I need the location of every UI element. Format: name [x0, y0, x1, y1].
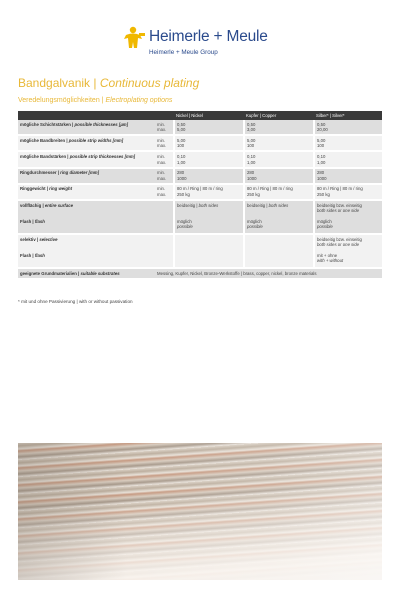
- row-label: vollflächig | entire surface: [18, 201, 155, 217]
- plating-options-table: [18, 111, 382, 278]
- nickel-value: 0,10 1,00: [174, 152, 244, 166]
- copper-value: [244, 251, 314, 267]
- copper-value: 80 m / Ring | 80 m / ring 250 kg: [244, 185, 314, 199]
- min-max-label: min. max.: [155, 169, 174, 183]
- footnote: * mit und ohne Passivierung | with or without passivation: [18, 299, 133, 304]
- empty-cell: [155, 251, 174, 267]
- table-row-flash: [18, 251, 382, 267]
- silver-value: 0,50 20,00: [314, 120, 382, 134]
- company-logo: [121, 24, 301, 64]
- empty-cell: [155, 217, 174, 233]
- table-row: [18, 120, 382, 134]
- materials-value: Messing, Kupfer, Nickel, Bronze-Werkstoffe | brass, copper, nickel, bronze materials: [155, 269, 382, 278]
- silver-value: beidseitig bzw. einseitig both sides or one side: [314, 235, 382, 251]
- row-label: mögliche Bandbreiten | possible strip widths [mm]: [18, 136, 155, 150]
- nickel-value: beidseitig | both sides: [174, 201, 244, 217]
- empty-cell: [155, 235, 174, 251]
- silver-value: 80 m / Ring | 80 m / ring 250 kg: [314, 185, 382, 199]
- table-row: [18, 169, 382, 183]
- header-cell: [155, 111, 174, 120]
- silver-value: beidseitig bzw. einseitig both sides or one side: [314, 201, 382, 217]
- metal-strip-photo: [18, 443, 382, 580]
- nickel-value: [174, 235, 244, 251]
- row-label: mögliche Bandstärken | possible strip thicknesses [mm]: [18, 152, 155, 166]
- row-label: Flash | flash: [18, 251, 155, 267]
- nickel-value: möglich possible: [174, 217, 244, 233]
- copper-value: 280 1000: [244, 169, 314, 183]
- silver-value: mit + ohne with + without: [314, 251, 382, 267]
- copper-value: beidseitig | both sides: [244, 201, 314, 217]
- silver-value: 5,00 100: [314, 136, 382, 150]
- min-max-label: min. max.: [155, 136, 174, 150]
- table-row: [18, 136, 382, 150]
- page-subtitle: Veredelungsmöglichkeiten | Electroplating options: [18, 97, 173, 104]
- empty-cell: [155, 201, 174, 217]
- copper-value: möglich possible: [244, 217, 314, 233]
- table-row: [18, 185, 382, 199]
- worker-figure-icon: [121, 24, 147, 50]
- nickel-value: 280 1000: [174, 169, 244, 183]
- header-cell: [18, 111, 155, 120]
- copper-value: 0,50 3,00: [244, 120, 314, 134]
- table-row-selektiv: [18, 235, 382, 251]
- copper-value: 0,10 1,00: [244, 152, 314, 166]
- table-row-materials: [18, 269, 382, 278]
- page-title: Bandgalvanik | Continuous plating: [18, 76, 200, 90]
- table-header-row: [18, 111, 382, 120]
- nickel-value: [174, 251, 244, 267]
- silver-value: möglich possible: [314, 217, 382, 233]
- row-label: Ringgewicht | ring weight: [18, 185, 155, 199]
- header-silver: Silber* | Silver*: [314, 111, 382, 120]
- table-row: [18, 152, 382, 166]
- row-label: mögliche Schichtstärken | possible thicknesses [µm]: [18, 120, 155, 134]
- row-label: geeignete Grundmaterialien | suitable substrates: [18, 269, 155, 278]
- logo-name: Heimerle + Meule: [149, 28, 268, 45]
- logo-group-name: Heimerle + Meule Group: [149, 49, 218, 56]
- copper-value: 5,00 100: [244, 136, 314, 150]
- copper-value: [244, 235, 314, 251]
- min-max-label: min. max.: [155, 185, 174, 199]
- table-row-flash: [18, 217, 382, 233]
- row-label: selektiv | selective: [18, 235, 155, 251]
- silver-value: 0,10 1,00: [314, 152, 382, 166]
- row-label: Flash | flash: [18, 217, 155, 233]
- min-max-label: min. max.: [155, 152, 174, 166]
- header-nickel: Nickel | Nickel: [174, 111, 244, 120]
- nickel-value: 80 m / Ring | 80 m / ring 250 kg: [174, 185, 244, 199]
- row-label: Ringdurchmesser | ring diameter [mm]: [18, 169, 155, 183]
- nickel-value: 0,50 5,00: [174, 120, 244, 134]
- silver-value: 280 1000: [314, 169, 382, 183]
- table-row-vollflaechig: [18, 201, 382, 217]
- header-copper: Kupfer | Copper: [244, 111, 314, 120]
- min-max-label: min. max.: [155, 120, 174, 134]
- nickel-value: 5,00 100: [174, 136, 244, 150]
